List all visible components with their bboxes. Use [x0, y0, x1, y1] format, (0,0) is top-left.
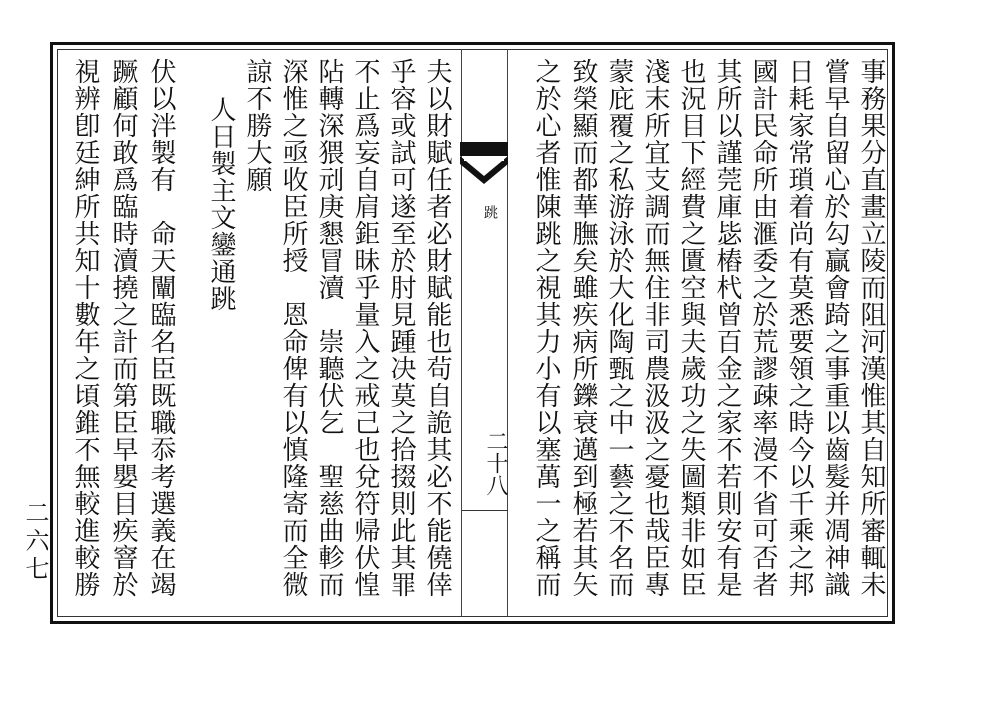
text-column: 事務果分直畫立陵而阻河漢惟其自知所審輒未 — [856, 58, 886, 598]
text-column: 視辨卽廷紳所共知十數年之頃錐不無較進較勝 — [70, 58, 100, 598]
outer-page-number: 二六七 — [21, 500, 49, 584]
fishtail-ornament — [458, 140, 510, 186]
text-column: 蹶顧何敢爲臨時瀆撓之計而第臣早嬰目疾窨於 — [108, 58, 138, 598]
text-column: 深惟之亟收臣所授 恩命俾有以慎隆寄而全微 — [278, 58, 308, 598]
fold-page-number: 二十八 — [483, 430, 508, 496]
text-column: 之於心者惟陳跳之視其力小有以塞萬一之稱而 — [531, 58, 561, 598]
section-heading: 人日製主文鑾通跳 — [206, 96, 236, 312]
text-column: 伏以泮製有 命天闡臨名臣既職忝考選義在竭 — [146, 58, 176, 598]
text-column: 乎容或試可遂至於肘見踵决莫之拾掇則此其罪 — [386, 58, 416, 598]
text-column: 夫以財賦任者必財賦能也茍自詭其必不能僥倖 — [422, 58, 452, 598]
fold-line-left — [461, 49, 462, 617]
text-column: 日耗家常瑣着尚有莫悉要領之時今以千乘之邦 — [784, 58, 814, 598]
fold-line-right — [507, 49, 508, 617]
text-column: 嘗早自留心於勾贏會踦之事重以齒髮并凋神識 — [820, 58, 850, 598]
text-column: 也況目下經費之匱空與夫歲功之失圖類非如臣 — [676, 58, 706, 598]
text-column: 其所以謹莞庫毖樁杙曾百金之家不若則安有是 — [712, 58, 742, 598]
text-column: 阽轉深猥刓庚懇冒瀆 崇聽伏乞 聖慈曲軫而 — [314, 58, 344, 598]
text-column: 淺末所宜支調而無住非司農汲汲之憂也哉臣專 — [640, 58, 670, 598]
text-column: 蒙庇覆之私游泳於大化陶甄之中一藝之不名而 — [604, 58, 634, 598]
text-column: 國計民命所由滙委之於荒謬疎率漫不省可否者 — [748, 58, 778, 598]
text-column: 不止爲妄自肩鉅昧乎量入之戒己也兌符帰伏惶 — [350, 58, 380, 598]
fold-title: 跳 — [482, 205, 498, 219]
text-column: 致榮顯而都華膴矣雖疾病所鑠衰邁到極若其矢 — [568, 58, 598, 598]
text-column: 諒不勝大願 — [242, 58, 272, 193]
fold-tick — [462, 510, 508, 511]
